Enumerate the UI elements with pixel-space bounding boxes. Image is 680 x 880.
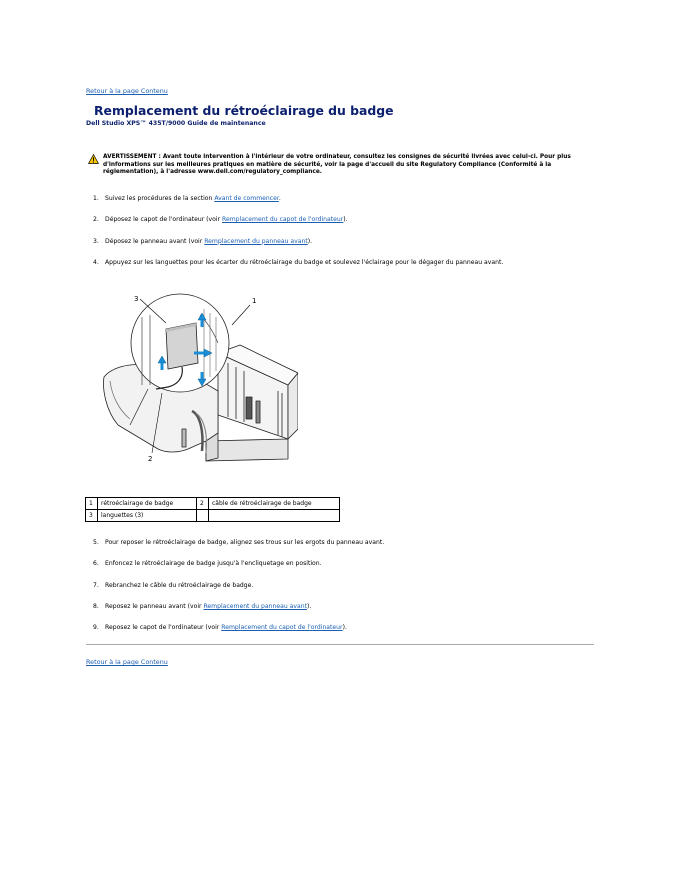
step-text-after: ). [307, 237, 313, 245]
step-text: Pour reposer le rétroéclairage de badge, alignez ses trous sur les ergots du panneau avant. [105, 539, 385, 546]
warning-label: AVERTISSEMENT : [103, 154, 161, 160]
step-item [93, 603, 384, 624]
callout-label-3: 3 [134, 295, 139, 303]
step-number: 2. [93, 216, 99, 224]
step-text: Reposez le panneau avant (voir [105, 602, 204, 610]
step-item [93, 582, 384, 603]
link-remplacement-panneau[interactable]: Remplacement du panneau avant [203, 602, 307, 610]
step-text-after: . [278, 195, 281, 202]
step-text: Suivez les procédures de la section [105, 195, 215, 202]
link-remplacement-panneau[interactable]: Remplacement du panneau avant [204, 237, 308, 245]
steps-list-part2 [93, 539, 384, 645]
link-avant-de-commencer[interactable]: Avant de commencer [214, 195, 279, 202]
step-text-after: ). [342, 624, 347, 632]
table-cell-label: câble de rétroéclairage de badge [209, 498, 340, 510]
table-cell-label [209, 510, 340, 522]
step-item [93, 624, 384, 645]
horizontal-divider [86, 644, 594, 645]
step-text: Enfoncez le rétroéclairage de badge jusqu'à l'encliquetage en position. [105, 560, 322, 568]
step-item [93, 238, 503, 259]
step-text: Reposez le capot de l'ordinateur (voir [105, 624, 222, 632]
step-item [93, 560, 384, 581]
step-number: 3. [93, 237, 99, 245]
steps-list-part1 [93, 195, 503, 280]
step-number: 8. [93, 602, 99, 610]
back-to-contents-link-top[interactable]: Retour à la page Contenu [86, 87, 168, 95]
page-title: Remplacement du rétroéclairage du badge [94, 103, 394, 118]
step-item [93, 216, 503, 237]
table-row [86, 510, 340, 522]
step-text-after: ). [307, 602, 312, 610]
step-number: 1. [93, 195, 99, 202]
warning-body: Avant toute intervention à l'intérieur de votre ordinateur, consultez les consignes de sécurité livrées avec celui-ci. Pour plus d'informations sur les meilleures pratiques en matière de sécurité, voir la page d'accueil du site Regulatory Compliance (Conformité à la réglementation), à l'adresse www.dell.com/regulatory_compliance. [103, 154, 571, 176]
link-remplacement-capot[interactable]: Remplacement du capot de l'ordinateur [221, 216, 344, 224]
parts-legend-table [85, 497, 340, 522]
table-cell-number [197, 510, 209, 522]
step-text: Appuyez sur les languettes pour les écarter du rétroéclairage du badge et soulevez l'éclairage pour le dégager du panneau avant. [105, 258, 504, 266]
step-number: 6. [93, 560, 99, 568]
warning-text [103, 154, 593, 177]
table-cell-label: languettes (3) [98, 510, 197, 522]
step-number: 4. [93, 258, 99, 266]
step-number: 9. [93, 624, 99, 632]
table-cell-number: 2 [197, 498, 209, 510]
step-text: Déposez le panneau avant (voir [105, 237, 205, 245]
table-row [86, 498, 340, 510]
table-cell-number: 1 [86, 498, 98, 510]
step-item [93, 195, 503, 216]
callout-label-1: 1 [252, 297, 257, 305]
step-text: Rebranchez le câble du rétroéclairage de badge. [105, 581, 254, 589]
table-cell-number: 3 [86, 510, 98, 522]
callout-label-2: 2 [148, 455, 153, 463]
warning-triangle-icon [88, 154, 99, 164]
link-remplacement-capot[interactable]: Remplacement du capot de l'ordinateur [221, 624, 343, 632]
step-number: 7. [93, 581, 99, 589]
table-cell-label: rétroéclairage de badge [98, 498, 197, 510]
step-text: Déposez le capot de l'ordinateur (voir [105, 216, 222, 224]
back-to-contents-link-bottom[interactable]: Retour à la page Contenu [86, 658, 168, 666]
zoom-detail-circle [131, 294, 229, 392]
step-text-after: ). [343, 216, 348, 224]
step-number: 5. [93, 539, 99, 546]
step-item [93, 539, 384, 560]
badge-backlight-illustration [100, 293, 298, 465]
page-subtitle: Dell Studio XPS™ 435T/9000 Guide de maintenance [86, 120, 266, 127]
step-item [93, 259, 503, 280]
